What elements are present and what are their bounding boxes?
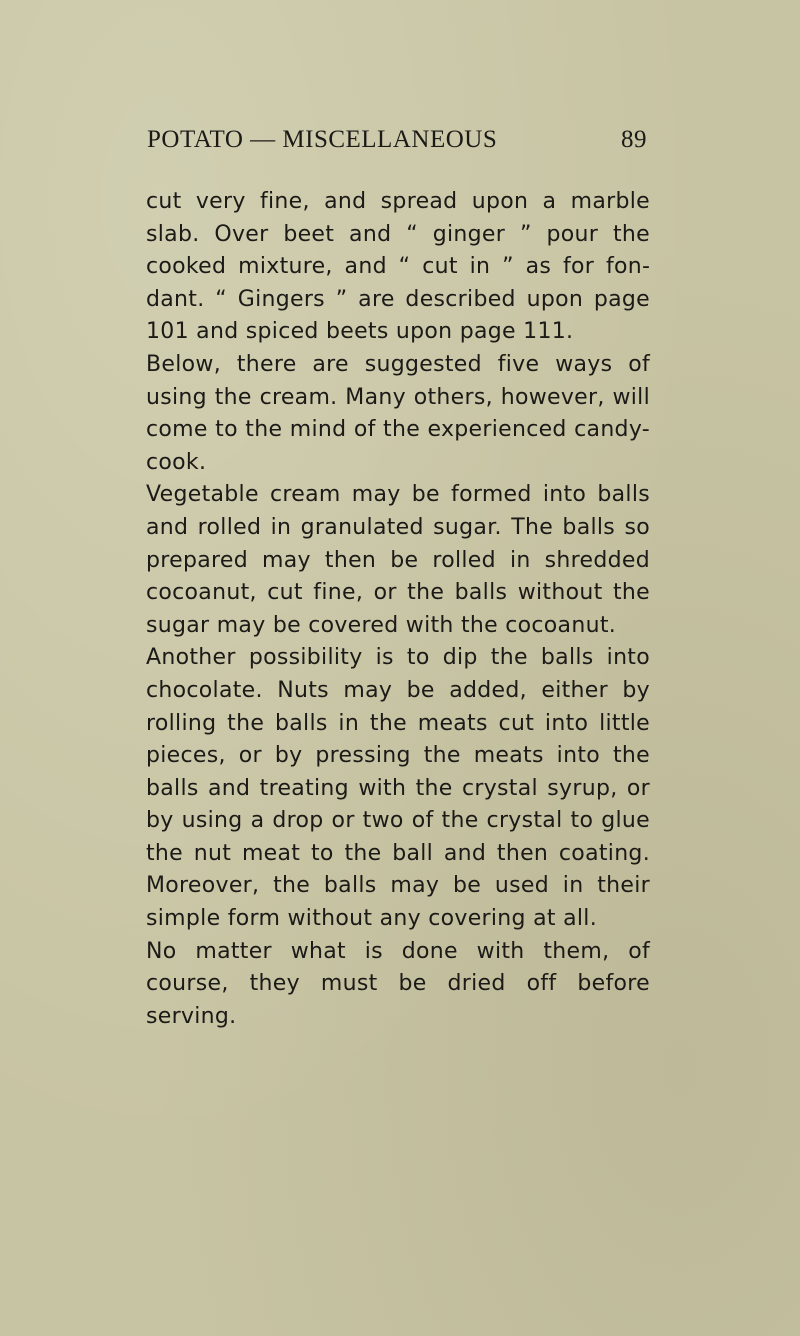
paragraph-3: Vegetable cream may be formed into balls and rolled in granulated sugar. The balls so prepared may then be rolled in shredded cocoanut, cut fine, or the balls without the sugar may be covered with the cocoanut.: [146, 482, 650, 638]
running-title: POTATO — MISCELLANEOUS: [147, 126, 498, 153]
running-head: [147, 126, 647, 166]
paragraph-5: No matter what is done with them, of course, they must be dried off before serving.: [146, 938, 650, 1029]
body-text: [146, 186, 650, 1033]
paragraph-4: Another possibility is to dip the balls into chocolate. Nuts may be added, either by rolling the balls in the meats cut into little pieces, or by pressing the meats into the balls and treating with the crystal syrup, or by using a drop or two of the crystal to glue the nut meat to the ball and then coating. Moreover, the balls may be used in their simple form without any covering at all.: [146, 645, 650, 932]
paragraph-1: cut very fine, and spread upon a marble slab. Over beet and “ ginger ” pour the cooked mixture, and “ cut in ” as for fondant. “ Gingers ” are described upon page 101 and spiced beets upon page 111.: [146, 189, 650, 345]
paragraph-2: Below, there are suggested five ways of using the cream. Many others, however, will come to the mind of the experienced candy-cook.: [146, 351, 650, 475]
page-number: 89: [621, 126, 647, 153]
